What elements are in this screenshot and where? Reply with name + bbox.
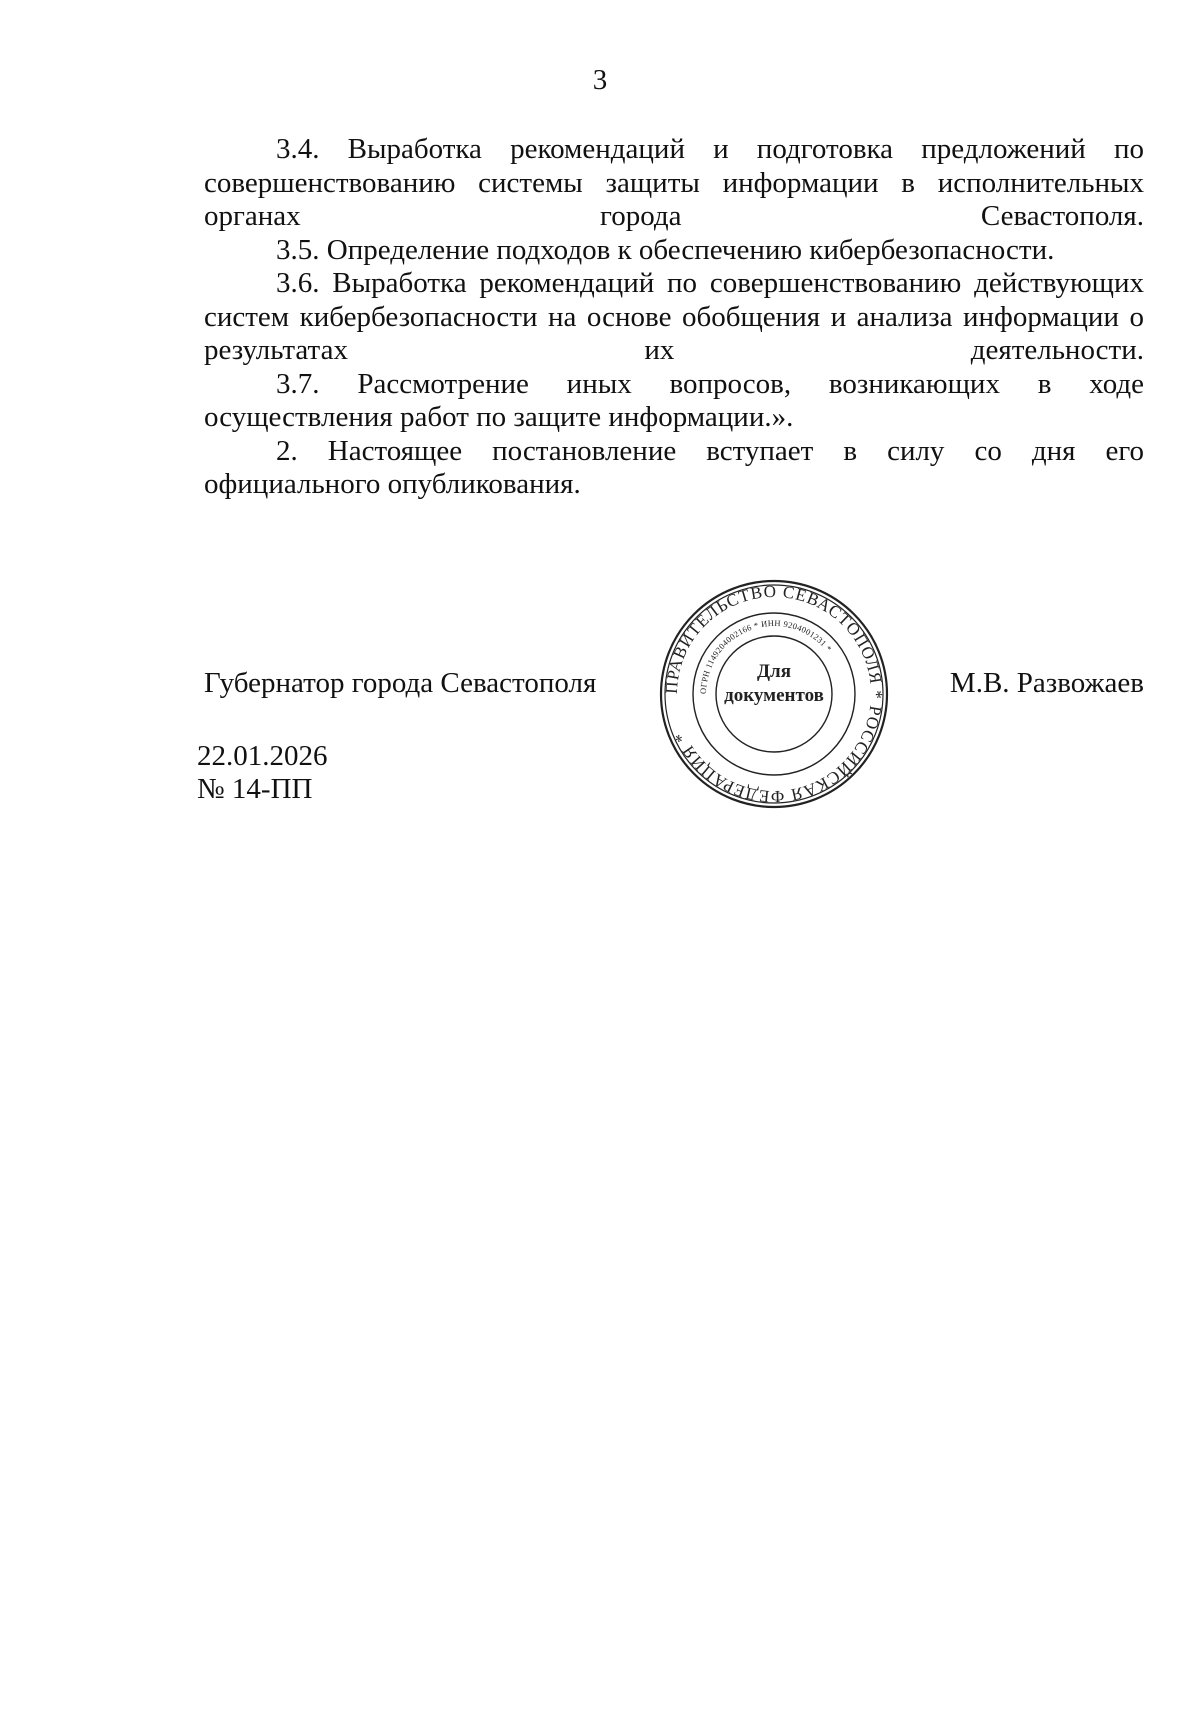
paragraph-3-6: 3.6. Выработка рекомендаций по совершенствованию действующих систем кибербезопасности на основе обобщения и анализа информации о результатах их деятельности. xyxy=(204,267,1144,366)
seal-center-line-2: документов xyxy=(724,685,824,706)
page-number: 3 xyxy=(592,64,608,96)
document-date: 22.01.2026 xyxy=(197,740,328,772)
seal-center-label xyxy=(714,660,834,708)
document-number: № 14-ПП xyxy=(197,773,313,805)
signatory-title: Губернатор города Севастополя xyxy=(204,667,597,699)
seal-outer-text: ПРАВИТЕЛЬСТВО СЕВАСТОПОЛЯ * РОССИЙСКАЯ ФЕДЕРАЦИЯ * xyxy=(661,581,887,807)
document-body xyxy=(204,133,1144,502)
paragraph-2: 2. Настоящее постановление вступает в силу со дня его официального опубликования. xyxy=(204,434,1144,500)
seal-inner-text: ОГРН 1149204002166 * ИНН 9204001231 * xyxy=(697,617,834,695)
paragraph-3-7: 3.7. Рассмотрение иных вопросов, возникающих в ходе осуществления работ по защите информации.». xyxy=(204,367,1144,433)
official-seal xyxy=(658,578,890,810)
paragraph-3-5: 3.5. Определение подходов к обеспечению кибербезопасности. xyxy=(276,233,1055,266)
seal-center-line-1: Для xyxy=(756,661,791,682)
signatory-name: М.В. Развожаев xyxy=(949,667,1144,699)
paragraph-3-4: 3.4. Выработка рекомендаций и подготовка предложений по совершенствованию системы защиты информации в исполнительных органах города Севастополя. xyxy=(204,133,1144,232)
